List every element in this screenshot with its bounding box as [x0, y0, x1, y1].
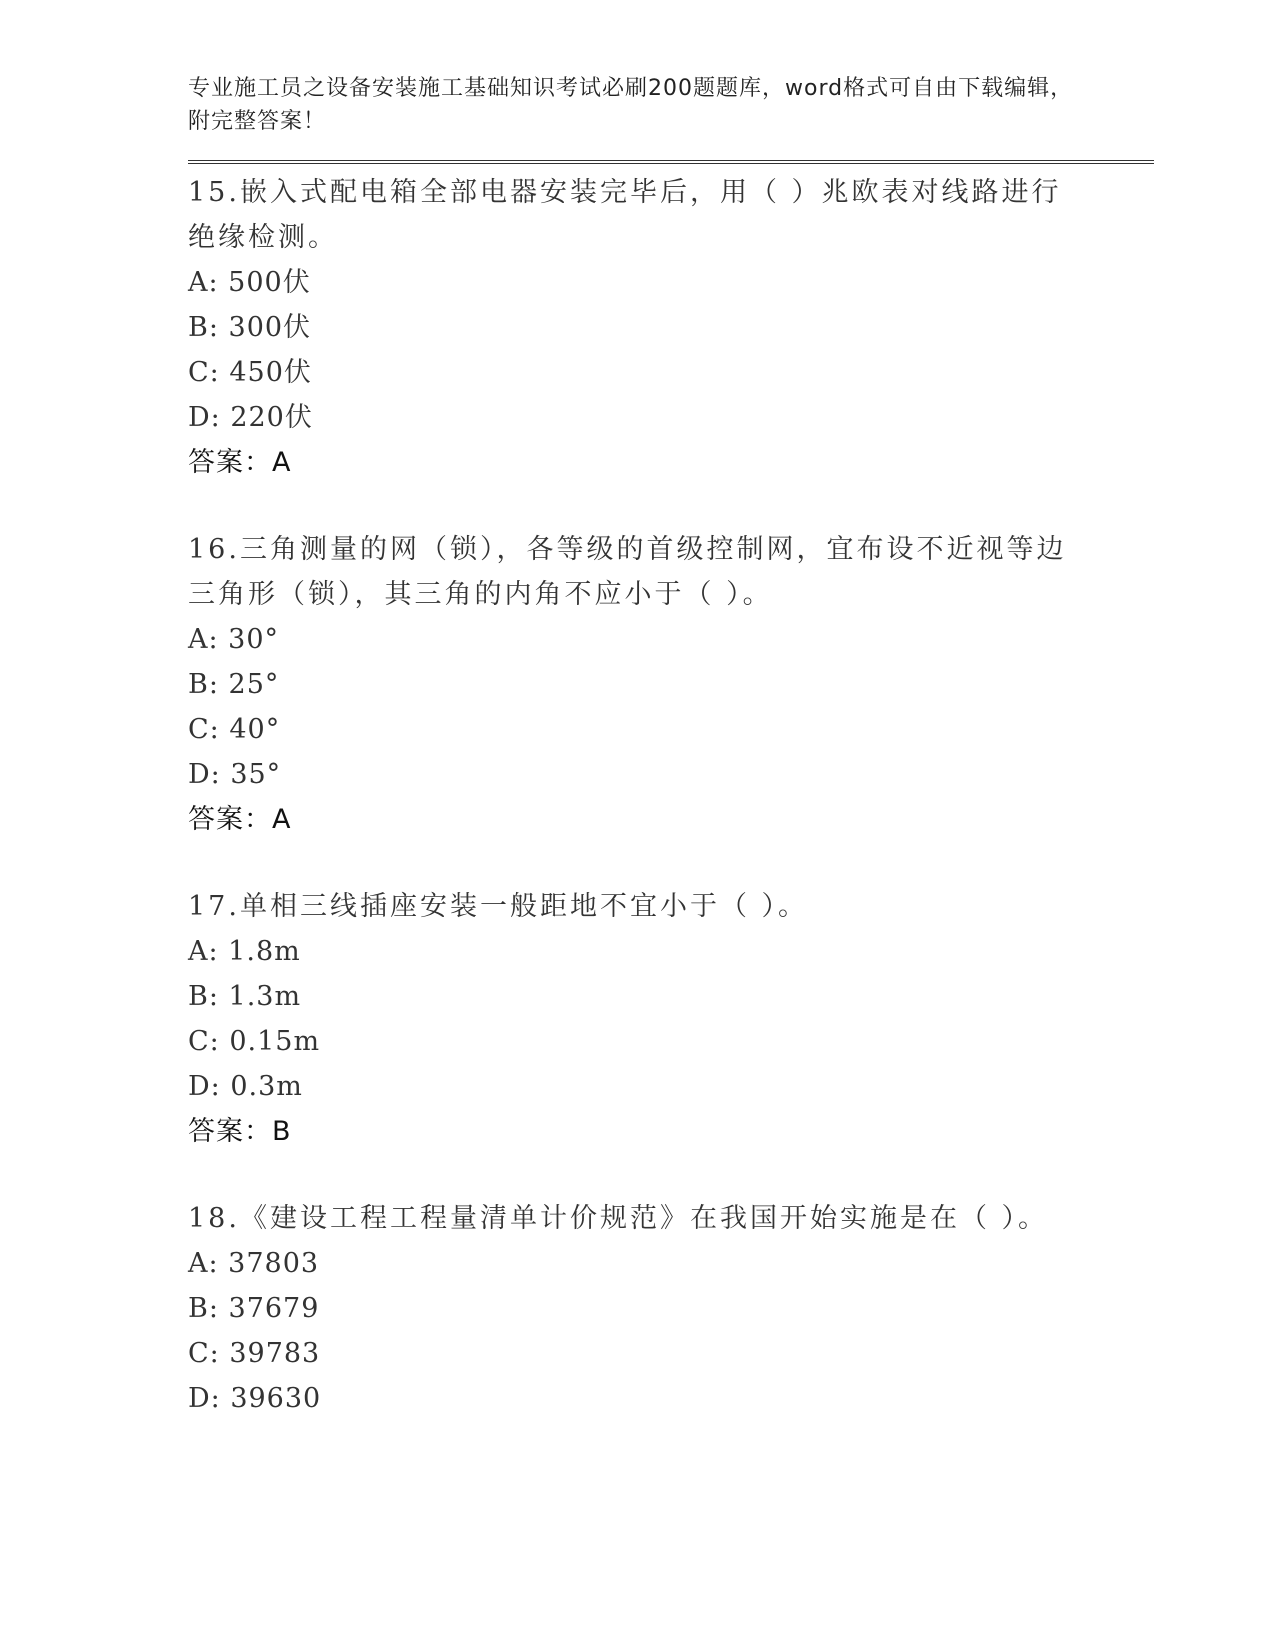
double-rule-divider [188, 160, 1154, 164]
answer-line: 答案：B [188, 1116, 292, 1147]
question-18 [188, 1196, 1154, 1421]
option-a: A: 37803 [188, 1248, 320, 1279]
question-stem: 17.单相三线插座安装一般距地不宜小于（ ）。 [188, 891, 809, 922]
option-b: B: 25° [188, 669, 280, 700]
question-stem: 16.三角测量的网（锁），各等级的首级控制网，宜布设不近视等边三角形（锁），其三角的内角不应小于（ ）。 [188, 534, 1067, 610]
question-stem: 15.嵌入式配电箱全部电器安装完毕后，用（ ）兆欧表对线路进行绝缘检测。 [188, 177, 1062, 253]
option-d: D: 0.3m [188, 1071, 303, 1102]
question-stem: 18.《建设工程工程量清单计价规范》在我国开始实施是在（ ）。 [188, 1203, 1049, 1234]
option-b: B: 1.3m [188, 981, 302, 1012]
answer-line: 答案：A [188, 447, 292, 478]
option-a: A: 500伏 [188, 267, 311, 298]
question-17 [188, 884, 1154, 1154]
question-15 [188, 170, 1154, 485]
option-b: B: 37679 [188, 1293, 320, 1324]
option-c: C: 0.15m [188, 1026, 321, 1057]
answer-line: 答案：A [188, 804, 292, 835]
option-d: D: 220伏 [188, 402, 313, 433]
document-page [188, 72, 1154, 1421]
question-16 [188, 527, 1154, 842]
option-c: C: 39783 [188, 1338, 321, 1369]
option-c: C: 450伏 [188, 357, 312, 388]
option-c: C: 40° [188, 714, 281, 745]
option-d: D: 35° [188, 759, 282, 790]
document-title: 专业施工员之设备安装施工基础知识考试必刷200题题库，word格式可自由下载编辑，附完整答案！ [188, 76, 1074, 134]
option-b: B: 300伏 [188, 312, 312, 343]
option-a: A: 1.8m [188, 936, 301, 967]
option-a: A: 30° [188, 624, 280, 655]
option-d: D: 39630 [188, 1383, 322, 1414]
